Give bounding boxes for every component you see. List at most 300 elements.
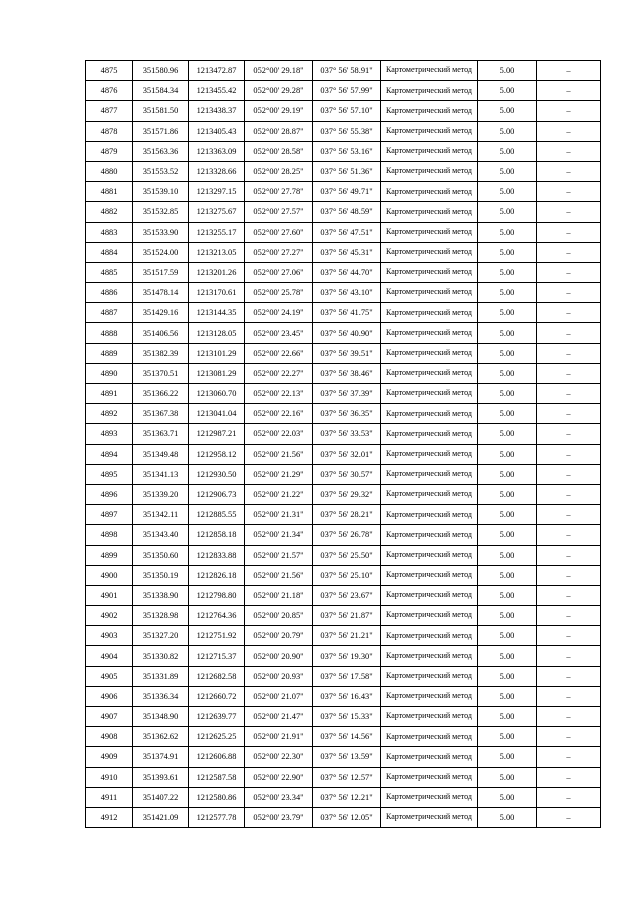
method-cell: Картометрический метод [381, 343, 478, 363]
table-row [86, 464, 601, 484]
longitude-cell: 037° 56' 44.70" [313, 262, 381, 282]
table-row [86, 666, 601, 686]
coordinates-table-page [85, 60, 600, 828]
x-coordinate-cell: 351553.52 [133, 161, 189, 181]
note-cell: – [537, 404, 601, 424]
table-row [86, 424, 601, 444]
y-coordinate-cell: 1213363.09 [189, 141, 245, 161]
table-row [86, 222, 601, 242]
longitude-cell: 037° 56' 48.59" [313, 202, 381, 222]
point-number-cell: 4881 [86, 182, 133, 202]
accuracy-cell: 5.00 [478, 646, 537, 666]
note-cell: – [537, 121, 601, 141]
y-coordinate-cell: 1212625.25 [189, 727, 245, 747]
method-cell: Картометрический метод [381, 525, 478, 545]
note-cell: – [537, 283, 601, 303]
method-cell: Картометрический метод [381, 121, 478, 141]
x-coordinate-cell: 351539.10 [133, 182, 189, 202]
method-cell: Картометрический метод [381, 323, 478, 343]
longitude-cell: 037° 56' 58.91" [313, 61, 381, 81]
y-coordinate-cell: 1213201.26 [189, 262, 245, 282]
point-number-cell: 4891 [86, 384, 133, 404]
accuracy-cell: 5.00 [478, 101, 537, 121]
x-coordinate-cell: 351370.51 [133, 363, 189, 383]
longitude-cell: 037° 56' 33.53" [313, 424, 381, 444]
y-coordinate-cell: 1213101.29 [189, 343, 245, 363]
longitude-cell: 037° 56' 49.71" [313, 182, 381, 202]
table-body [86, 61, 601, 828]
y-coordinate-cell: 1212930.50 [189, 464, 245, 484]
longitude-cell: 037° 56' 13.59" [313, 747, 381, 767]
longitude-cell: 037° 56' 55.38" [313, 121, 381, 141]
point-number-cell: 4875 [86, 61, 133, 81]
note-cell: – [537, 161, 601, 181]
x-coordinate-cell: 351581.50 [133, 101, 189, 121]
y-coordinate-cell: 1213275.67 [189, 202, 245, 222]
point-number-cell: 4900 [86, 565, 133, 585]
table-row [86, 323, 601, 343]
coordinates-table [85, 60, 601, 828]
y-coordinate-cell: 1212660.72 [189, 686, 245, 706]
table-row [86, 262, 601, 282]
longitude-cell: 037° 56' 29.32" [313, 484, 381, 504]
x-coordinate-cell: 351362.62 [133, 727, 189, 747]
accuracy-cell: 5.00 [478, 323, 537, 343]
point-number-cell: 4876 [86, 81, 133, 101]
method-cell: Картометрический метод [381, 141, 478, 161]
accuracy-cell: 5.00 [478, 424, 537, 444]
x-coordinate-cell: 351382.39 [133, 343, 189, 363]
y-coordinate-cell: 1212958.12 [189, 444, 245, 464]
point-number-cell: 4904 [86, 646, 133, 666]
latitude-cell: 052°00' 21.47" [245, 707, 313, 727]
y-coordinate-cell: 1212587.58 [189, 767, 245, 787]
longitude-cell: 037° 56' 23.67" [313, 585, 381, 605]
latitude-cell: 052°00' 20.79" [245, 626, 313, 646]
note-cell: – [537, 807, 601, 827]
method-cell: Картометрический метод [381, 707, 478, 727]
table-row [86, 606, 601, 626]
longitude-cell: 037° 56' 19.30" [313, 646, 381, 666]
method-cell: Картометрический метод [381, 363, 478, 383]
latitude-cell: 052°00' 23.34" [245, 787, 313, 807]
longitude-cell: 037° 56' 26.78" [313, 525, 381, 545]
accuracy-cell: 5.00 [478, 141, 537, 161]
accuracy-cell: 5.00 [478, 807, 537, 827]
note-cell: – [537, 606, 601, 626]
method-cell: Картометрический метод [381, 303, 478, 323]
point-number-cell: 4897 [86, 505, 133, 525]
latitude-cell: 052°00' 23.45" [245, 323, 313, 343]
latitude-cell: 052°00' 21.18" [245, 585, 313, 605]
x-coordinate-cell: 351349.48 [133, 444, 189, 464]
longitude-cell: 037° 56' 28.21" [313, 505, 381, 525]
accuracy-cell: 5.00 [478, 767, 537, 787]
longitude-cell: 037° 56' 14.56" [313, 727, 381, 747]
longitude-cell: 037° 56' 43.10" [313, 283, 381, 303]
x-coordinate-cell: 351331.89 [133, 666, 189, 686]
table-row [86, 807, 601, 827]
table-row [86, 182, 601, 202]
table-row [86, 384, 601, 404]
latitude-cell: 052°00' 21.91" [245, 727, 313, 747]
method-cell: Картометрический метод [381, 101, 478, 121]
point-number-cell: 4905 [86, 666, 133, 686]
table-row [86, 161, 601, 181]
y-coordinate-cell: 1212858.18 [189, 525, 245, 545]
table-row [86, 81, 601, 101]
longitude-cell: 037° 56' 53.16" [313, 141, 381, 161]
longitude-cell: 037° 56' 25.50" [313, 545, 381, 565]
point-number-cell: 4901 [86, 585, 133, 605]
longitude-cell: 037° 56' 12.21" [313, 787, 381, 807]
latitude-cell: 052°00' 27.27" [245, 242, 313, 262]
longitude-cell: 037° 56' 15.33" [313, 707, 381, 727]
accuracy-cell: 5.00 [478, 707, 537, 727]
accuracy-cell: 5.00 [478, 525, 537, 545]
point-number-cell: 4908 [86, 727, 133, 747]
x-coordinate-cell: 351524.00 [133, 242, 189, 262]
note-cell: – [537, 464, 601, 484]
latitude-cell: 052°00' 29.18" [245, 61, 313, 81]
accuracy-cell: 5.00 [478, 484, 537, 504]
latitude-cell: 052°00' 27.60" [245, 222, 313, 242]
point-number-cell: 4882 [86, 202, 133, 222]
method-cell: Картометрический метод [381, 606, 478, 626]
method-cell: Картометрический метод [381, 222, 478, 242]
table-row [86, 585, 601, 605]
table-row [86, 101, 601, 121]
longitude-cell: 037° 56' 12.05" [313, 807, 381, 827]
y-coordinate-cell: 1213455.42 [189, 81, 245, 101]
latitude-cell: 052°00' 27.78" [245, 182, 313, 202]
latitude-cell: 052°00' 22.30" [245, 747, 313, 767]
accuracy-cell: 5.00 [478, 121, 537, 141]
x-coordinate-cell: 351342.11 [133, 505, 189, 525]
accuracy-cell: 5.00 [478, 585, 537, 605]
method-cell: Картометрический метод [381, 424, 478, 444]
point-number-cell: 4909 [86, 747, 133, 767]
x-coordinate-cell: 351429.16 [133, 303, 189, 323]
point-number-cell: 4893 [86, 424, 133, 444]
accuracy-cell: 5.00 [478, 283, 537, 303]
y-coordinate-cell: 1212682.58 [189, 666, 245, 686]
latitude-cell: 052°00' 22.13" [245, 384, 313, 404]
latitude-cell: 052°00' 21.56" [245, 444, 313, 464]
note-cell: – [537, 767, 601, 787]
note-cell: – [537, 565, 601, 585]
x-coordinate-cell: 351343.40 [133, 525, 189, 545]
method-cell: Картометрический метод [381, 626, 478, 646]
x-coordinate-cell: 351366.22 [133, 384, 189, 404]
point-number-cell: 4898 [86, 525, 133, 545]
accuracy-cell: 5.00 [478, 444, 537, 464]
point-number-cell: 4906 [86, 686, 133, 706]
table-row [86, 646, 601, 666]
y-coordinate-cell: 1213128.05 [189, 323, 245, 343]
longitude-cell: 037° 56' 16.43" [313, 686, 381, 706]
accuracy-cell: 5.00 [478, 262, 537, 282]
accuracy-cell: 5.00 [478, 666, 537, 686]
point-number-cell: 4886 [86, 283, 133, 303]
y-coordinate-cell: 1212639.77 [189, 707, 245, 727]
x-coordinate-cell: 351338.90 [133, 585, 189, 605]
method-cell: Картометрический метод [381, 161, 478, 181]
point-number-cell: 4890 [86, 363, 133, 383]
method-cell: Картометрический метод [381, 767, 478, 787]
table-row [86, 303, 601, 323]
latitude-cell: 052°00' 20.85" [245, 606, 313, 626]
longitude-cell: 037° 56' 12.57" [313, 767, 381, 787]
x-coordinate-cell: 351339.20 [133, 484, 189, 504]
accuracy-cell: 5.00 [478, 464, 537, 484]
table-row [86, 707, 601, 727]
y-coordinate-cell: 1212764.36 [189, 606, 245, 626]
accuracy-cell: 5.00 [478, 303, 537, 323]
latitude-cell: 052°00' 28.87" [245, 121, 313, 141]
longitude-cell: 037° 56' 57.10" [313, 101, 381, 121]
method-cell: Картометрический метод [381, 81, 478, 101]
y-coordinate-cell: 1213213.05 [189, 242, 245, 262]
x-coordinate-cell: 351328.98 [133, 606, 189, 626]
note-cell: – [537, 101, 601, 121]
latitude-cell: 052°00' 27.57" [245, 202, 313, 222]
latitude-cell: 052°00' 24.19" [245, 303, 313, 323]
method-cell: Картометрический метод [381, 545, 478, 565]
y-coordinate-cell: 1213405.43 [189, 121, 245, 141]
method-cell: Картометрический метод [381, 666, 478, 686]
point-number-cell: 4879 [86, 141, 133, 161]
longitude-cell: 037° 56' 21.21" [313, 626, 381, 646]
note-cell: – [537, 484, 601, 504]
x-coordinate-cell: 351341.13 [133, 464, 189, 484]
table-row [86, 525, 601, 545]
note-cell: – [537, 585, 601, 605]
accuracy-cell: 5.00 [478, 565, 537, 585]
y-coordinate-cell: 1212826.18 [189, 565, 245, 585]
longitude-cell: 037° 56' 39.51" [313, 343, 381, 363]
longitude-cell: 037° 56' 40.90" [313, 323, 381, 343]
table-row [86, 202, 601, 222]
point-number-cell: 4903 [86, 626, 133, 646]
x-coordinate-cell: 351584.34 [133, 81, 189, 101]
note-cell: – [537, 545, 601, 565]
method-cell: Картометрический метод [381, 444, 478, 464]
point-number-cell: 4910 [86, 767, 133, 787]
accuracy-cell: 5.00 [478, 505, 537, 525]
point-number-cell: 4911 [86, 787, 133, 807]
accuracy-cell: 5.00 [478, 222, 537, 242]
x-coordinate-cell: 351363.71 [133, 424, 189, 444]
point-number-cell: 4889 [86, 343, 133, 363]
note-cell: – [537, 61, 601, 81]
latitude-cell: 052°00' 21.31" [245, 505, 313, 525]
latitude-cell: 052°00' 22.90" [245, 767, 313, 787]
method-cell: Картометрический метод [381, 787, 478, 807]
method-cell: Картометрический метод [381, 61, 478, 81]
latitude-cell: 052°00' 21.07" [245, 686, 313, 706]
x-coordinate-cell: 351517.59 [133, 262, 189, 282]
x-coordinate-cell: 351374.91 [133, 747, 189, 767]
note-cell: – [537, 666, 601, 686]
y-coordinate-cell: 1213297.15 [189, 182, 245, 202]
longitude-cell: 037° 56' 51.36" [313, 161, 381, 181]
method-cell: Картометрический метод [381, 182, 478, 202]
longitude-cell: 037° 56' 41.75" [313, 303, 381, 323]
latitude-cell: 052°00' 22.27" [245, 363, 313, 383]
latitude-cell: 052°00' 21.34" [245, 525, 313, 545]
x-coordinate-cell: 351533.90 [133, 222, 189, 242]
note-cell: – [537, 646, 601, 666]
method-cell: Картометрический метод [381, 283, 478, 303]
x-coordinate-cell: 351406.56 [133, 323, 189, 343]
accuracy-cell: 5.00 [478, 242, 537, 262]
note-cell: – [537, 81, 601, 101]
note-cell: – [537, 787, 601, 807]
note-cell: – [537, 262, 601, 282]
table-row [86, 686, 601, 706]
y-coordinate-cell: 1212606.88 [189, 747, 245, 767]
point-number-cell: 4902 [86, 606, 133, 626]
method-cell: Картометрический метод [381, 384, 478, 404]
method-cell: Картометрический метод [381, 807, 478, 827]
note-cell: – [537, 182, 601, 202]
note-cell: – [537, 727, 601, 747]
y-coordinate-cell: 1212987.21 [189, 424, 245, 444]
accuracy-cell: 5.00 [478, 202, 537, 222]
note-cell: – [537, 747, 601, 767]
note-cell: – [537, 626, 601, 646]
x-coordinate-cell: 351421.09 [133, 807, 189, 827]
latitude-cell: 052°00' 28.58" [245, 141, 313, 161]
accuracy-cell: 5.00 [478, 727, 537, 747]
note-cell: – [537, 525, 601, 545]
latitude-cell: 052°00' 29.19" [245, 101, 313, 121]
note-cell: – [537, 242, 601, 262]
x-coordinate-cell: 351350.60 [133, 545, 189, 565]
note-cell: – [537, 202, 601, 222]
table-row [86, 565, 601, 585]
y-coordinate-cell: 1212715.37 [189, 646, 245, 666]
point-number-cell: 4880 [86, 161, 133, 181]
note-cell: – [537, 384, 601, 404]
table-row [86, 484, 601, 504]
y-coordinate-cell: 1212885.55 [189, 505, 245, 525]
point-number-cell: 4883 [86, 222, 133, 242]
accuracy-cell: 5.00 [478, 161, 537, 181]
latitude-cell: 052°00' 28.25" [245, 161, 313, 181]
point-number-cell: 4877 [86, 101, 133, 121]
note-cell: – [537, 141, 601, 161]
longitude-cell: 037° 56' 45.31" [313, 242, 381, 262]
method-cell: Картометрический метод [381, 242, 478, 262]
accuracy-cell: 5.00 [478, 384, 537, 404]
table-row [86, 747, 601, 767]
x-coordinate-cell: 351580.96 [133, 61, 189, 81]
note-cell: – [537, 686, 601, 706]
latitude-cell: 052°00' 22.03" [245, 424, 313, 444]
point-number-cell: 4887 [86, 303, 133, 323]
table-row [86, 242, 601, 262]
longitude-cell: 037° 56' 36.35" [313, 404, 381, 424]
note-cell: – [537, 343, 601, 363]
point-number-cell: 4895 [86, 464, 133, 484]
point-number-cell: 4885 [86, 262, 133, 282]
y-coordinate-cell: 1212580.86 [189, 787, 245, 807]
x-coordinate-cell: 351330.82 [133, 646, 189, 666]
table-row [86, 626, 601, 646]
latitude-cell: 052°00' 21.22" [245, 484, 313, 504]
longitude-cell: 037° 56' 25.10" [313, 565, 381, 585]
table-row [86, 444, 601, 464]
x-coordinate-cell: 351407.22 [133, 787, 189, 807]
table-row [86, 545, 601, 565]
y-coordinate-cell: 1213255.17 [189, 222, 245, 242]
point-number-cell: 4894 [86, 444, 133, 464]
table-row [86, 727, 601, 747]
point-number-cell: 4888 [86, 323, 133, 343]
method-cell: Картометрический метод [381, 686, 478, 706]
table-row [86, 141, 601, 161]
longitude-cell: 037° 56' 21.87" [313, 606, 381, 626]
latitude-cell: 052°00' 21.29" [245, 464, 313, 484]
method-cell: Картометрический метод [381, 464, 478, 484]
y-coordinate-cell: 1213081.29 [189, 363, 245, 383]
longitude-cell: 037° 56' 30.57" [313, 464, 381, 484]
accuracy-cell: 5.00 [478, 787, 537, 807]
table-row [86, 767, 601, 787]
latitude-cell: 052°00' 22.66" [245, 343, 313, 363]
latitude-cell: 052°00' 20.90" [245, 646, 313, 666]
method-cell: Картометрический метод [381, 262, 478, 282]
accuracy-cell: 5.00 [478, 61, 537, 81]
x-coordinate-cell: 351327.20 [133, 626, 189, 646]
note-cell: – [537, 323, 601, 343]
point-number-cell: 4907 [86, 707, 133, 727]
accuracy-cell: 5.00 [478, 81, 537, 101]
accuracy-cell: 5.00 [478, 343, 537, 363]
accuracy-cell: 5.00 [478, 545, 537, 565]
x-coordinate-cell: 351336.34 [133, 686, 189, 706]
latitude-cell: 052°00' 20.93" [245, 666, 313, 686]
table-row [86, 343, 601, 363]
point-number-cell: 4884 [86, 242, 133, 262]
latitude-cell: 052°00' 29.28" [245, 81, 313, 101]
longitude-cell: 037° 56' 38.46" [313, 363, 381, 383]
y-coordinate-cell: 1213472.87 [189, 61, 245, 81]
y-coordinate-cell: 1213144.35 [189, 303, 245, 323]
accuracy-cell: 5.00 [478, 182, 537, 202]
point-number-cell: 4892 [86, 404, 133, 424]
method-cell: Картометрический метод [381, 505, 478, 525]
x-coordinate-cell: 351350.19 [133, 565, 189, 585]
latitude-cell: 052°00' 21.57" [245, 545, 313, 565]
x-coordinate-cell: 351563.36 [133, 141, 189, 161]
method-cell: Картометрический метод [381, 484, 478, 504]
accuracy-cell: 5.00 [478, 747, 537, 767]
note-cell: – [537, 363, 601, 383]
note-cell: – [537, 222, 601, 242]
point-number-cell: 4912 [86, 807, 133, 827]
method-cell: Картометрический метод [381, 202, 478, 222]
accuracy-cell: 5.00 [478, 363, 537, 383]
method-cell: Картометрический метод [381, 404, 478, 424]
y-coordinate-cell: 1213041.04 [189, 404, 245, 424]
table-row [86, 404, 601, 424]
latitude-cell: 052°00' 22.16" [245, 404, 313, 424]
y-coordinate-cell: 1212798.80 [189, 585, 245, 605]
table-row [86, 787, 601, 807]
